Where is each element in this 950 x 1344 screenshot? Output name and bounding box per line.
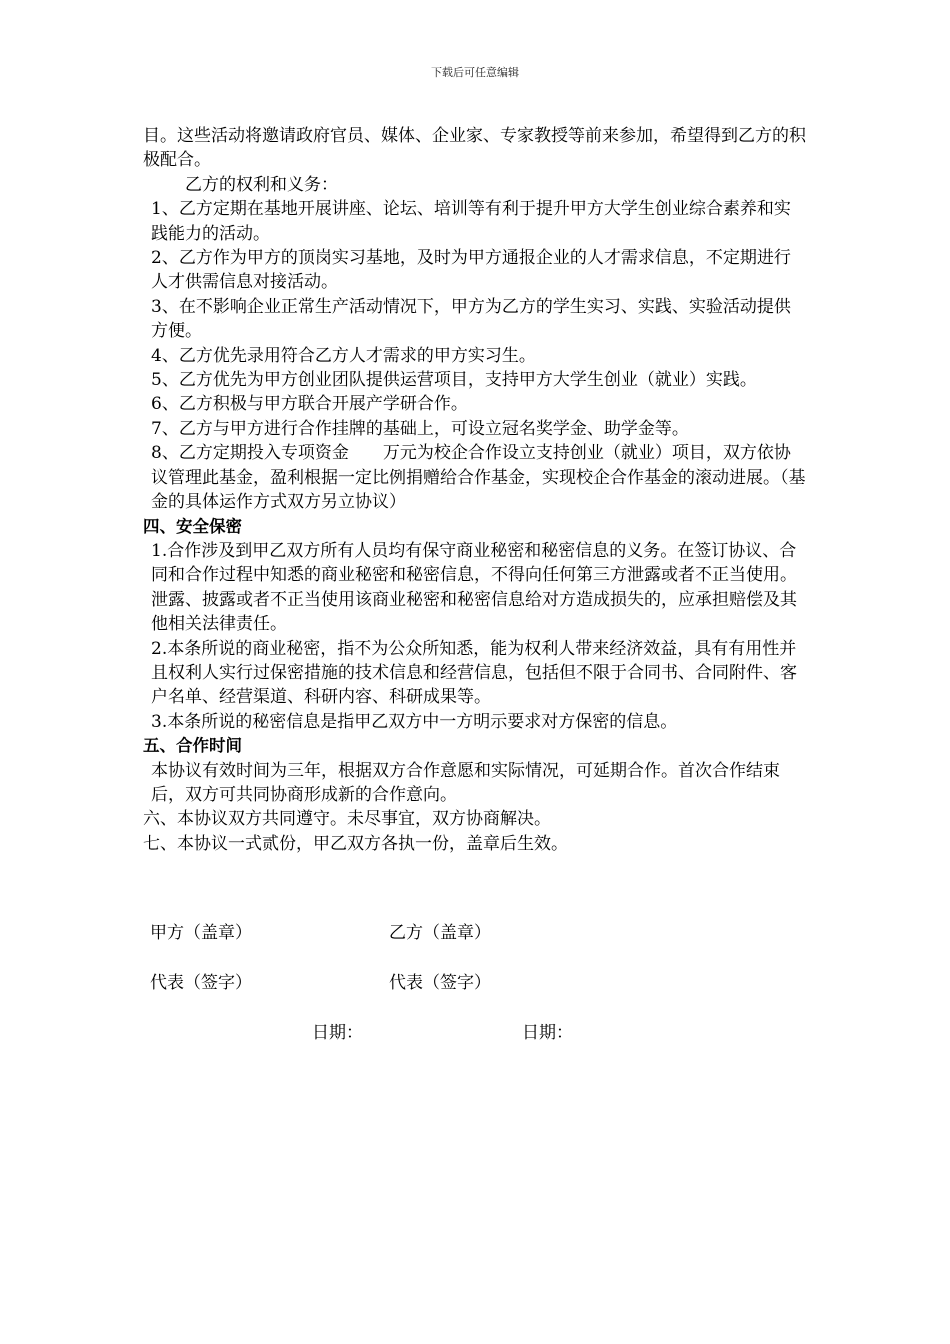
- yi-item-3: 3、在不影响企业正常生产活动情况下，甲方为乙方的学生实习、实践、实验活动提供方便。: [151, 296, 791, 342]
- page-header: [0, 66, 950, 80]
- yi-rights-heading: 乙方的权利和义务：: [185, 174, 338, 195]
- party-b-representative-label: 代表（签字）: [389, 973, 491, 993]
- header-title: 下载后可任意编辑: [431, 66, 519, 79]
- section-4-heading: 四、安全保密: [143, 516, 242, 536]
- confidentiality-item-1: 1.合作涉及到甲乙双方所有人员均有保守商业秘密和秘密信息的义务。在签订协议、合同和合作过程中知悉的商业秘密和秘密信息，不得向任何第三方泄露或者不正当使用。泄露、披露或者不正当使用该商业秘密和秘密信息给对方造成损失的，应承担赔偿及其他相关法律责任。: [151, 540, 797, 635]
- party-a-date-label: 日期：: [312, 1023, 363, 1043]
- clause-6: 六、本协议双方共同遵守。未尽事宜，双方协商解决。: [143, 809, 551, 830]
- yi-item-1: 1、乙方定期在基地开展讲座、论坛、培训等有利于提升甲方大学生创业综合素养和实践能力的活动。: [151, 199, 791, 244]
- yi-item-7: 7、乙方与甲方进行合作挂牌的基础上，可设立冠名奖学金、助学金等。: [151, 418, 689, 439]
- section-5-heading: 五、合作时间: [143, 736, 242, 756]
- document-body: [143, 124, 807, 856]
- yi-item-2: 2、乙方作为甲方的顶岗实习基地，及时为甲方通报企业的人才需求信息，不定期进行人才供需信息对接活动。: [151, 248, 791, 293]
- party-a-seal-label: 甲方（盖章）: [150, 923, 252, 943]
- yi-item-5: 5、乙方优先为甲方创业团队提供运营项目，支持甲方大学生创业（就业）实践。: [151, 370, 757, 391]
- party-b-date-label: 日期：: [522, 1023, 573, 1043]
- party-b-seal-label: 乙方（盖章）: [389, 923, 491, 943]
- confidentiality-item-3: 3.本条所说的秘密信息是指甲乙双方中一方明示要求对方保密的信息。: [151, 711, 678, 732]
- party-a-representative-label: 代表（签字）: [150, 973, 252, 993]
- intro-paragraph: 目。这些活动将邀请政府官员、媒体、企业家、专家教授等前来参加，希望得到乙方的积极配合。: [143, 126, 806, 171]
- clause-7: 七、本协议一式贰份，甲乙双方各执一份，盖章后生效。: [143, 833, 568, 854]
- cooperation-time-text: 本协议有效时间为三年，根据双方合作意愿和实际情况，可延期合作。首次合作结束后，双方可共同协商形成新的合作意向。: [151, 760, 780, 805]
- yi-item-6: 6、乙方积极与甲方联合开展产学研合作。: [151, 394, 468, 415]
- yi-item-8: 8、乙方定期投入专项资金 万元为校企合作设立支持创业（就业）项目，双方依协议管理此基金，盈利根据一定比例捐赠给合作基金，实现校企合作基金的滚动进展。（基金的具体运作方式双方另立协议）: [151, 443, 806, 513]
- confidentiality-item-2: 2.本条所说的商业秘密，指不为公众所知悉，能为权利人带来经济效益，具有有用性并且权利人实行过保密措施的技术信息和经营信息，包括但不限于合同书、合同附件、客户名单、经营渠道、科研内容、科研成果等。: [151, 638, 797, 708]
- yi-item-4: 4、乙方优先录用符合乙方人才需求的甲方实习生。: [151, 345, 536, 366]
